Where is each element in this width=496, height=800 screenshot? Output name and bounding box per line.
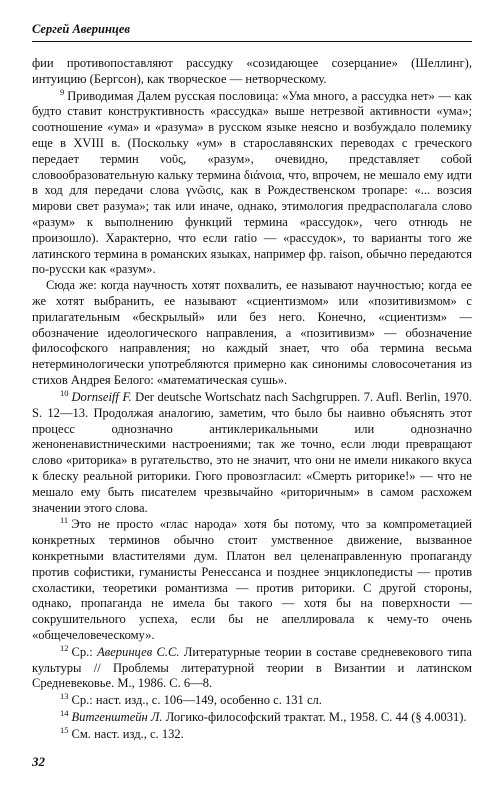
note-text: Литературные теории в составе средневекового типа культуры // Проблемы литературной теории в Византии и латинском Средневековье. М., 1986. С. 6—8.: [32, 644, 472, 691]
footnote-marker: 11: [60, 515, 69, 526]
footnote-marker: 14: [60, 708, 69, 719]
note-paragraph: [32, 278, 472, 389]
note-text: Это не просто «глас народа» хотя бы потому, что за компрометацией конкретных терминов обычно стоит умственное движение, вызванное конкретными властителями дум. Платон вел целенаправленную пропаганду против софистики, гуманисты Ренессанса и позднее энциклопедисты — против схоластики, теоретики романтизма — против риторики. С другой стороны, однако, пропаганда не имела бы такого — хотя бы на поверхности — сокрушительного успеха, если бы не апеллировала к чему-то очень «общечеловеческому».: [32, 517, 472, 642]
footnote-14: [32, 709, 472, 726]
running-head: Сергей Аверинцев: [32, 22, 472, 42]
note-text: Сюда же: когда научность хотят похвалить, ее называют научностью; когда ее же хотят выбранить, ее называют «сциентизмом» или «позитивизмом» с прилагательным «бескрылый» или без него. Конечно, «сциентизм» — обозначение идеологического направления, а «позитивизм» — обозначение философского направления; но каждый знает, что оба термина весьма нетерминологически употребляются примерно как синонимы словосочетания из стихов Андрея Белого: «математическая сушь».: [32, 278, 472, 388]
note-text: Der deutsche Wortschatz nach Sachgruppen. 7. Aufl. Berlin, 1970. S. 12—13. Продолжая аналогию, заметим, что было бы наивно объяснять этот процесс однозначно антиклерикальными или однозначно женоненавистническими настроениями; так же точно, если люди превращают слово «риторика» в ругательство, это не значит, что они не имели никакого вкуса к блеску реальной риторики. Гюго провозгласил: «Смерть риторике!» — что не мешало ему быть писателем чрезвычайно «риторичным» в самом расхожем значении этого слова.: [32, 389, 472, 515]
footnote-marker: 12: [60, 642, 69, 653]
footnote-marker: 10: [60, 387, 69, 398]
footnote-marker: 15: [60, 725, 69, 736]
author-name: Аверинцев С.С.: [97, 644, 180, 659]
note-text: Ср.:: [71, 644, 98, 659]
note-text: Приводимая Далем русская пословица: «Ума много, а рассудка нет» — как будто ставит конструктивность «рассудка» выше нетрезвой активности «ума»; соотношение «ума» и «разума» в русском языке неясно и возбуждало полемику еще в XVIII в. (Поскольку «ум» в старославянских переводах с греческого передает термин νοῦς, «разум», очевидно, представляет собой словообразовательную кальку термина διάνοια, что, впрочем, не мешало ему идти в ход для передачи слова γνῶσις, как в Рождественском тропаре: «... возсия мирови свет разума»; так или иначе, однако, этимология предрасполагала слово «разум» к выполнению функций термина «рассудок», чего отнюдь не произошло). Характерно, что если ratio — «рассудок», то варианты того же латинского термина в романских языках, например фр. raison, обычно передаются по-русски как «разум».: [32, 88, 472, 277]
footnote-11: [32, 516, 472, 643]
note-continuation: [32, 56, 472, 88]
page-number: 32: [32, 754, 45, 769]
note-text: фии противопоставляют рассудку «созидающее созерцание» (Шеллинг), интуицию (Бергсон), как творческое — нетворческому.: [32, 56, 472, 86]
author-name: Витгенштейн Л.: [71, 710, 163, 725]
footnote-marker: 9: [60, 86, 65, 97]
note-text: Ср.: наст. изд., с. 106—149, особенно с. 131 сл.: [71, 693, 322, 708]
author-name: Dornseiff F.: [71, 389, 132, 404]
footnote-10: [32, 389, 472, 516]
footnote-marker: 13: [60, 691, 69, 702]
footnote-13: [32, 692, 472, 709]
footnotes-body: [32, 56, 472, 746]
note-text: См. наст. изд., с. 132.: [71, 727, 184, 742]
footnote-9: [32, 88, 472, 279]
note-text: Логико-философский трактат. М., 1958. С. 44 (§ 4.0031).: [162, 710, 467, 725]
footnote-12: [32, 644, 472, 692]
footnote-15: [32, 726, 472, 743]
